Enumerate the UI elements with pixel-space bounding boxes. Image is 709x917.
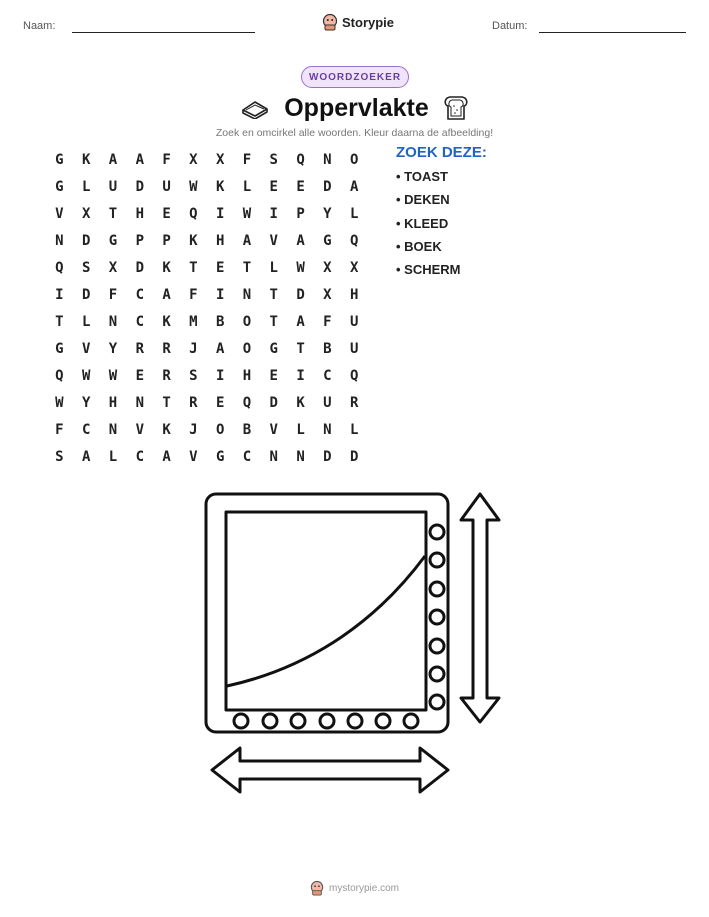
grid-letter[interactable]: U bbox=[349, 340, 359, 357]
grid-letter[interactable]: K bbox=[296, 394, 305, 411]
name-label: Naam: bbox=[23, 20, 56, 32]
footer-url: mystorypie.com bbox=[328, 882, 399, 894]
screen-with-arrows-illustration bbox=[200, 490, 510, 800]
grid-letter[interactable]: A bbox=[162, 286, 171, 303]
word-list bbox=[396, 144, 487, 285]
grid-letter[interactable]: G bbox=[55, 340, 64, 357]
grid-letter[interactable]: B bbox=[323, 340, 332, 357]
grid-row bbox=[46, 416, 368, 443]
screen-display bbox=[226, 512, 426, 710]
grid-letter[interactable]: K bbox=[81, 151, 91, 168]
grid-letter[interactable]: E bbox=[162, 205, 171, 222]
brand bbox=[322, 13, 394, 31]
worksheet-type-badge: WOORDZOEKER bbox=[301, 66, 409, 88]
grid-letter[interactable]: Y bbox=[108, 340, 118, 357]
grid-letter[interactable]: A bbox=[349, 178, 359, 195]
storypie-logo-icon bbox=[310, 880, 324, 896]
grid-letter[interactable]: T bbox=[162, 394, 171, 411]
grid-letter[interactable]: N bbox=[242, 286, 252, 303]
grid-letter[interactable]: Y bbox=[81, 394, 91, 411]
grid-letter[interactable]: I bbox=[215, 367, 225, 384]
grid-letter[interactable]: E bbox=[269, 367, 278, 384]
grid-letter[interactable]: R bbox=[349, 394, 359, 411]
word-list-title: ZOEK DEZE: bbox=[396, 144, 487, 161]
grid-letter[interactable]: E bbox=[135, 367, 144, 384]
grid-letter[interactable]: G bbox=[108, 232, 118, 249]
grid-letter[interactable]: F bbox=[189, 286, 198, 303]
grid-letter[interactable]: P bbox=[296, 205, 305, 222]
sandwich-icon bbox=[240, 97, 270, 119]
grid-letter[interactable]: I bbox=[215, 286, 225, 303]
grid-letter[interactable]: D bbox=[323, 448, 332, 465]
grid-letter[interactable]: K bbox=[162, 313, 171, 330]
grid-letter[interactable]: R bbox=[162, 367, 171, 384]
grid-letter[interactable]: H bbox=[135, 205, 144, 222]
grid-row bbox=[46, 389, 368, 416]
grid-letter[interactable]: E bbox=[269, 178, 278, 195]
grid-letter[interactable]: C bbox=[81, 421, 91, 438]
grid-letter[interactable]: L bbox=[349, 421, 359, 438]
grid-letter[interactable]: A bbox=[296, 313, 305, 330]
grid-letter[interactable]: I bbox=[296, 367, 305, 384]
grid-letter[interactable]: V bbox=[269, 421, 278, 438]
grid-letter[interactable]: S bbox=[55, 448, 64, 465]
grid-letter[interactable]: W bbox=[55, 394, 64, 411]
date-line[interactable] bbox=[539, 32, 686, 33]
grid-letter[interactable]: W bbox=[189, 178, 198, 195]
grid-letter[interactable]: G bbox=[55, 151, 64, 168]
grid-letter[interactable]: N bbox=[323, 151, 332, 168]
word-list-item: • SCHERM bbox=[396, 262, 461, 278]
grid-letter[interactable]: O bbox=[215, 421, 225, 438]
grid-letter[interactable]: L bbox=[108, 448, 118, 465]
grid-letter[interactable]: O bbox=[349, 151, 359, 168]
grid-letter[interactable]: F bbox=[108, 286, 118, 303]
grid-letter[interactable]: X bbox=[81, 205, 91, 222]
grid-letter[interactable]: K bbox=[215, 178, 225, 195]
grid-letter[interactable]: C bbox=[323, 367, 332, 384]
grid-letter[interactable]: C bbox=[135, 286, 144, 303]
grid-letter[interactable]: T bbox=[242, 259, 252, 276]
grid-letter[interactable]: Q bbox=[296, 151, 305, 168]
grid-letter[interactable]: D bbox=[349, 448, 359, 465]
grid-letter[interactable]: Y bbox=[323, 205, 332, 222]
grid-row bbox=[46, 173, 368, 200]
grid-row bbox=[46, 281, 368, 308]
grid-letter[interactable]: Q bbox=[189, 205, 198, 222]
grid-letter[interactable]: N bbox=[108, 421, 118, 438]
grid-letter[interactable]: N bbox=[323, 421, 332, 438]
grid-letter[interactable]: U bbox=[162, 178, 171, 195]
grid-letter[interactable]: B bbox=[215, 313, 225, 330]
grid-letter[interactable]: J bbox=[189, 340, 198, 357]
grid-letter[interactable]: Q bbox=[55, 259, 64, 276]
grid-letter[interactable]: G bbox=[269, 340, 278, 357]
grid-letter[interactable]: A bbox=[162, 448, 171, 465]
grid-letter[interactable]: F bbox=[323, 313, 332, 330]
grid-letter[interactable]: R bbox=[189, 394, 198, 411]
grid-letter[interactable]: L bbox=[349, 205, 359, 222]
name-line[interactable] bbox=[72, 32, 255, 33]
letter-grid bbox=[46, 146, 368, 470]
grid-letter[interactable]: D bbox=[323, 178, 332, 195]
grid-letter[interactable]: E bbox=[215, 259, 225, 276]
word-list-item: • BOEK bbox=[396, 238, 442, 254]
grid-row bbox=[46, 443, 368, 470]
title-row bbox=[0, 90, 709, 126]
grid-row bbox=[46, 335, 368, 362]
grid-letter[interactable]: P bbox=[135, 232, 144, 249]
grid-letter[interactable]: N bbox=[269, 448, 278, 465]
grid-row bbox=[46, 146, 368, 173]
grid-letter[interactable]: Q bbox=[55, 367, 64, 384]
grid-letter[interactable]: U bbox=[323, 394, 332, 411]
grid-letter[interactable]: I bbox=[215, 205, 225, 222]
grid-letter[interactable]: T bbox=[296, 340, 305, 357]
grid-letter[interactable]: W bbox=[108, 367, 118, 384]
grid-row bbox=[46, 308, 368, 335]
grid-letter[interactable]: I bbox=[55, 286, 64, 303]
grid-letter[interactable]: E bbox=[215, 394, 225, 411]
grid-letter[interactable]: L bbox=[269, 259, 278, 276]
grid-letter[interactable]: F bbox=[55, 421, 64, 438]
grid-letter[interactable]: V bbox=[189, 448, 198, 465]
grid-letter[interactable]: B bbox=[242, 421, 252, 438]
grid-letter[interactable]: F bbox=[162, 151, 171, 168]
grid-letter[interactable]: V bbox=[81, 340, 91, 357]
toast-icon bbox=[443, 95, 469, 121]
word-list-item: • TOAST bbox=[396, 169, 448, 184]
grid-letter[interactable]: X bbox=[189, 151, 198, 168]
grid-row bbox=[46, 362, 368, 389]
grid-letter[interactable]: C bbox=[242, 448, 252, 465]
word-list-item: • DEKEN bbox=[396, 192, 450, 208]
grid-letter[interactable]: G bbox=[323, 232, 332, 249]
grid-letter[interactable]: W bbox=[81, 367, 91, 384]
grid-row bbox=[46, 227, 368, 254]
grid-letter[interactable]: T bbox=[55, 313, 64, 330]
grid-row bbox=[46, 200, 368, 227]
brand-name: Storypie bbox=[342, 14, 395, 30]
grid-letter[interactable]: C bbox=[135, 448, 144, 465]
grid-letter[interactable]: L bbox=[81, 178, 91, 195]
grid-letter[interactable]: Q bbox=[242, 394, 252, 411]
grid-letter[interactable]: A bbox=[242, 232, 252, 249]
instructions: Zoek en omcirkel alle woorden. Kleur daarna de afbeelding! bbox=[215, 127, 494, 139]
footer bbox=[0, 880, 709, 896]
grid-letter[interactable]: M bbox=[189, 313, 198, 330]
grid-letter[interactable]: A bbox=[81, 448, 91, 465]
grid-row bbox=[46, 254, 368, 281]
grid-letter[interactable]: V bbox=[135, 421, 144, 438]
grid-letter[interactable]: D bbox=[81, 232, 91, 249]
grid-letter[interactable]: S bbox=[269, 151, 278, 168]
grid-letter[interactable]: A bbox=[135, 151, 144, 168]
grid-letter[interactable]: A bbox=[215, 340, 225, 357]
grid-letter[interactable]: S bbox=[81, 259, 91, 276]
grid-letter[interactable]: W bbox=[296, 259, 305, 276]
grid-letter[interactable]: K bbox=[162, 259, 171, 276]
grid-letter[interactable]: H bbox=[108, 394, 118, 411]
grid-letter[interactable]: N bbox=[55, 232, 64, 249]
date-label: Datum: bbox=[492, 20, 528, 32]
grid-letter[interactable]: V bbox=[55, 205, 64, 222]
grid-letter[interactable]: X bbox=[108, 259, 118, 276]
grid-letter[interactable]: J bbox=[189, 421, 198, 438]
grid-letter[interactable]: T bbox=[189, 259, 198, 276]
grid-letter[interactable]: Q bbox=[349, 232, 359, 249]
grid-letter[interactable]: O bbox=[242, 313, 252, 330]
grid-letter[interactable]: S bbox=[189, 367, 198, 384]
grid-letter[interactable]: P bbox=[162, 232, 171, 249]
grid-letter[interactable]: U bbox=[108, 178, 118, 195]
grid-letter[interactable]: T bbox=[269, 313, 278, 330]
grid-letter[interactable]: H bbox=[349, 286, 359, 303]
grid-letter[interactable]: F bbox=[242, 151, 252, 168]
grid-letter[interactable]: V bbox=[269, 232, 278, 249]
grid-letter[interactable]: R bbox=[162, 340, 171, 357]
horizontal-double-arrow bbox=[212, 748, 448, 792]
grid-letter[interactable]: X bbox=[349, 259, 359, 276]
word-list-item: • KLEED bbox=[396, 215, 449, 231]
grid-letter[interactable]: H bbox=[242, 367, 252, 384]
grid-letter[interactable]: X bbox=[215, 151, 225, 168]
grid-letter[interactable]: D bbox=[81, 286, 91, 303]
grid-letter[interactable]: G bbox=[215, 448, 225, 465]
grid-letter[interactable]: G bbox=[55, 178, 64, 195]
grid-letter[interactable]: O bbox=[242, 340, 252, 357]
grid-letter[interactable]: U bbox=[349, 313, 359, 330]
grid-letter[interactable]: N bbox=[135, 394, 144, 411]
grid-letter[interactable]: K bbox=[189, 232, 198, 249]
grid-letter[interactable]: A bbox=[296, 232, 305, 249]
vertical-double-arrow bbox=[461, 494, 499, 722]
grid-letter[interactable]: A bbox=[108, 151, 118, 168]
grid-letter[interactable]: T bbox=[108, 205, 118, 222]
grid-letter[interactable]: L bbox=[242, 178, 252, 195]
grid-letter[interactable]: X bbox=[323, 286, 332, 303]
grid-letter[interactable]: L bbox=[296, 421, 305, 438]
grid-letter[interactable]: C bbox=[135, 313, 144, 330]
grid-letter[interactable]: I bbox=[269, 205, 278, 222]
storypie-logo-icon bbox=[322, 13, 338, 31]
grid-letter[interactable]: D bbox=[135, 178, 144, 195]
page-title: Oppervlakte bbox=[284, 93, 429, 122]
grid-letter[interactable]: D bbox=[296, 286, 305, 303]
grid-letter[interactable]: L bbox=[81, 313, 91, 330]
grid-letter[interactable]: Q bbox=[349, 367, 359, 384]
grid-letter[interactable]: E bbox=[296, 178, 305, 195]
grid-letter[interactable]: X bbox=[323, 259, 332, 276]
grid-letter[interactable]: K bbox=[162, 421, 171, 438]
grid-letter[interactable]: N bbox=[108, 313, 118, 330]
grid-letter[interactable]: H bbox=[215, 232, 225, 249]
grid-letter[interactable]: W bbox=[242, 205, 252, 222]
grid-letter[interactable]: D bbox=[269, 394, 278, 411]
grid-letter[interactable]: T bbox=[269, 286, 278, 303]
grid-letter[interactable]: N bbox=[296, 448, 305, 465]
grid-letter[interactable]: D bbox=[135, 259, 144, 276]
grid-letter[interactable]: R bbox=[135, 340, 144, 357]
